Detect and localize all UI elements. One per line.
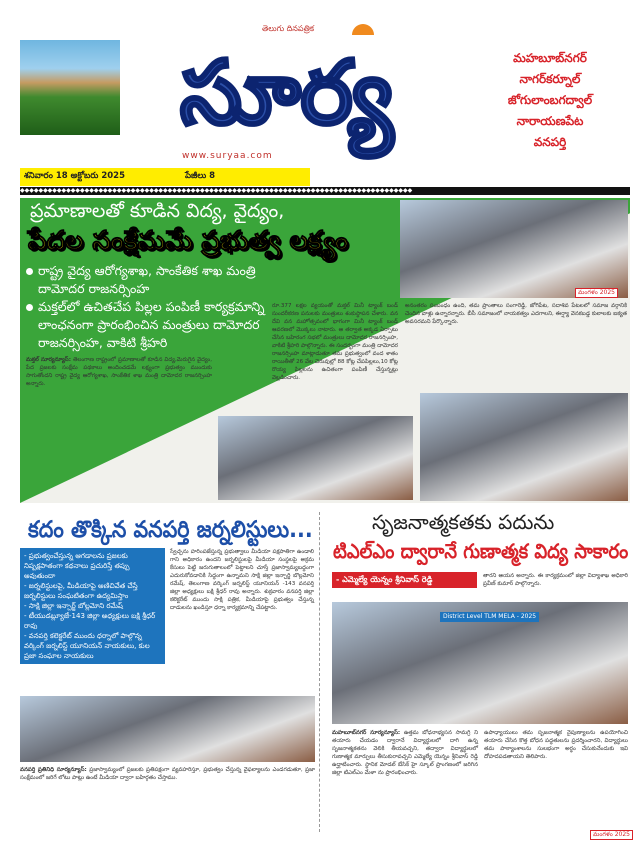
- page-count: పేజీలు 8: [184, 171, 216, 181]
- lead-bullets: [26, 262, 266, 352]
- journalists-highlights: [20, 548, 165, 664]
- lead-photo-fish-distribution: [420, 393, 628, 501]
- highlight-item: - జర్నలిస్టులపై, మీడియాపై అణిచివేత చేస్తే జర్నలిస్టులు సంఘటితంగా ఉద్యమిస్తాం: [24, 582, 138, 600]
- highlight-item: - ప్రభుత్వంచేస్తున్న ఆగడాలను ప్రజలకు నిష్పక్షపాతంగా కథనాలు ప్రచురిస్తే తప్పు అవుతుందా: [24, 552, 130, 580]
- date-bar: [20, 168, 310, 186]
- district: వనపర్తి: [533, 135, 567, 149]
- tlm-banner: District Level TLM MELA - 2025: [440, 612, 539, 622]
- highlight-item: - వనపర్తి కలెక్టరేట్ ముందు ధర్నాలో పాల్గొన్న వర్కింగ్ జర్నలిస్ట్ యూనియన్ నాయకులు, కుల ప్రజా సంఘాల నాయకులు: [24, 632, 150, 660]
- district-list: [485, 48, 615, 153]
- tlm-body-top: తారని ఆయన అన్నారు. ఈ కార్యక్రమంలో జిల్లా విద్యాశాఖ అధికారి ప్రవీణ్ కుమార్ పాల్గొన్నారు.: [483, 573, 628, 587]
- lead-photo-inauguration: [218, 416, 413, 500]
- journalists-body-2: ప్రజాస్వామ్యంలో ప్రజలకు ప్రతిపక్షంగా వ్యవహరిస్తూ, ప్రభుత్వం చేస్తున్న వైఫల్యాలను ఎండగడుతూ, ప్రజా సంక్షేమంలో జరిగే లోటు పాట్లు ఉంటే మీడియా ద్వారా బహిర్గతం చేస్తాము.: [20, 767, 315, 781]
- column-divider: [319, 512, 320, 832]
- lead-body-left: తెలంగాణ రాష్ట్రంలో ప్రమాణాలతో కూడిన విద్య,మెరుగైన వైద్యం, పేద ప్రజలకు సంక్షేమ పథకాలు అందించడమే లక్ష్యంగా ప్రభుత్వం ముందుకు సాగుతోందని రాష్ట్ర వైద్య ఆరోగ్యశాఖ, సాంకేతిక శాఖ మంత్రి దామోదర రాజనర్సింహ అన్నారు.: [26, 357, 213, 387]
- sun-icon: [352, 24, 374, 35]
- lead-headline: పేదల సంక్షేమమే ప్రభుత్వ లక్ష్యం: [28, 226, 349, 256]
- masthead-fort-photo: [20, 40, 120, 135]
- tlm-dateline: మహబూబ్‌నగర్ సూర్యన్యూస్:: [332, 730, 401, 736]
- lead-dateline: మక్తల్ సూర్యన్యూస్:: [26, 357, 71, 363]
- badge: మంగళం 2025: [590, 830, 633, 840]
- tlm-headline: టిఎల్ఎం ద్వారానే గుణాత్మక విద్య సాకారం: [333, 539, 629, 563]
- lead-body-right: రూ.377 లక్షల వ్యయంతో మక్తల్ మినీ ట్యాంక్ బండ్ సుందరీకరణ పనులకు మంత్రులు శంకుస్థాపన చేశారు. వన దేవి వన మహోత్సవంలో భాగంగా మినీ ట్యాంక్ బండ్ ఆవరణలో మొక్కలు నాటారు. ఆ తర్వాత అక్కడ ఏర్పాటు చేసిన బహిరంగ సభలో మంత్రులు దామోదర రాజనర్సింహ, వాకిటి శ్రీహరి పాల్గొన్నారు. ఈ సందర్భంగా మంత్రి దామోదర రాజనర్సింహ మాట్లాడుతూ తమ ప్రభుత్వంలో వంద శాతం రాయితీతో 26 వేల చెరువుల్లో 88 కోట్ల చేపపిల్లలు,10 కోట్ల రొయ్య పిల్లలను ఉచితంగా పంపిణీ చేస్తున్నట్లు వెల్లడించారు.: [272, 303, 398, 381]
- tlm-byline-text: - ఎమ్మెల్యే యెన్నం శ్రీనివాస్ రెడ్డి: [336, 575, 433, 584]
- tlm-text-block: [332, 729, 478, 777]
- issue-date: శనివారం 18 అక్టోబరు 2025: [24, 171, 125, 181]
- district: మహబూబ్‌నగర్: [513, 51, 587, 65]
- tlm-body-2: ఉపాధ్యాయులు తమ సృజనాత్మక నైపుణ్యాలను ఉపయోగించి తయారు చేసిన కొత్త బోధన పద్ధతులను ప్రదర్శించారని, విద్యార్థులు తమ పాఠ్యాంశాలను సులభంగా అర్థం చేసుకునేందుకు ఇవి దోహదపడతాయని తెలిపారు.: [484, 730, 628, 760]
- tlm-byline-tag: [332, 572, 477, 588]
- highlight-item: - టీయుడబ్ల్యూజే-143 జిల్లా అధ్యక్షులు బక్షి శ్రీధర్ రావు: [24, 612, 156, 630]
- lead-photo-speech: [400, 200, 628, 298]
- highlight-item: - సాక్షి జిల్లా ఇన్చార్జ్ బోల్లమోని రమేష్: [24, 602, 123, 610]
- tlm-kicker: సృజనాత్మకతకు పదును: [372, 510, 555, 534]
- district: నాగర్‌కర్నూల్: [519, 72, 581, 86]
- bullet-item: రాష్ట్ర వైద్య ఆరోగ్యశాఖ, సాంకేతిక శాఖ మంత్రి దామోదర రాజనర్సింహ: [26, 262, 266, 298]
- lead-kicker: ప్రమాణాలతో కూడిన విద్య, వైద్యం,: [30, 200, 285, 222]
- newspaper-logo: సూర్య: [180, 41, 394, 144]
- journalists-body: స్వేచ్ఛను హరింపజేస్తున్న ప్రభుత్వాలు మీడియా పక్షపాతిగా ఉండాలి గాని అధికారం ఉందని జర్నలిస్టులపై మీడియా సంస్థలపై అక్రమ కేసులు పెట్టి జరుగుతాలంలో పెట్టాలని చూస్తే ప్రజాస్వామ్యబద్ధంగా ఎదురుకోవడానికి సిద్ధంగా ఉన్నామని సాక్షి జిల్లా ఇన్చార్జి బొల్లమోని రమేష్, తెలంగాణ వర్కింగ్ జర్నలిస్ట్ యూనియన్ -143 వనపర్తి జిల్లా అధ్యక్షులు బక్షి శ్రీధర్ రావు అన్నారు. శుక్రవారం వనపర్తి జిల్లా కలెక్టరేట్ ముందు సాక్షి పత్రిక, మీడియాపై ప్రభుత్వం చేస్తున్న దాడులను ఖండిస్తూ ధర్నా కార్యక్రమాన్ని చేపట్టారు.: [170, 549, 314, 611]
- district: జోగులాంబగద్వాల్: [507, 93, 593, 107]
- logo-tagline: తెలుగు దినపత్రిక: [262, 24, 315, 33]
- journalists-text-block: [20, 766, 315, 782]
- lead-left-column: [26, 262, 266, 388]
- bullet-item: మక్తల్‌లో ఉచితచేప పిల్లల పంపిణీ కార్యక్రమాన్ని లాంఛనంగా ప్రారంభించిన మంత్రులు దామోదర రాజనర్సింహ, వాకిటి శ్రీహరి: [26, 298, 266, 352]
- website-url[interactable]: www.suryaa.com: [182, 151, 273, 161]
- district: నారాయణపేట: [516, 114, 584, 128]
- journalists-protest-photo: [20, 696, 315, 762]
- journalists-dateline: వనపర్తి ప్రతినిధి సూర్యన్యూస్:: [20, 767, 87, 773]
- journalists-headline: కదం తొక్కిన వనపర్తి జర్నలిస్టులు...: [28, 517, 313, 543]
- lead-body-far-right: అనంతరం సంబంధం ఉంది, తమ ప్రాంతాలు సంగారెడ్డి, జోగిపేట, సదాశివ పేటలలో సమాజ వర్గానికి చెందిన వాళ్లు ఉన్నారన్నారు. బీసీ సమాజంలో నాయకత్వం ఎదగాలని, ఈర్ష్యా వెనకబడ్డ కులాలకు ఐక్యత అవసరమని పేర్కొన్నారు.: [405, 303, 627, 325]
- divider: ◆◆◆◆◆◆◆◆◆◆◆◆◆◆◆◆◆◆◆◆◆◆◆◆◆◆◆◆◆◆◆◆◆◆◆◆◆◆◆◆◆◆◆◆◆◆◆◆◆◆◆◆◆◆◆◆◆◆◆◆◆◆◆◆◆◆◆◆◆◆◆◆◆◆◆◆◆◆◆◆◆◆◆◆◆: [20, 187, 630, 195]
- badge: మంగళం 2025: [575, 288, 618, 298]
- tlm-body: ఉత్తమ బోధనాభ్యసన సామగ్రి ని తయారు చేయడం ద్వారానే విద్యార్థులలో దాగి ఉన్న సృజనాత్మకతను వెలికి తీయవచ్చని, తద్వారా విద్యార్థులలో గుణాత్మక మార్పులు తీసుకురావచ్చని ఎమ్మెల్యే యెన్నం శ్రీనివాస్ రెడ్డి ఉద్ఘాటించారు. స్థానిక మోడల్ బేసిక్ హై స్కూల్ ప్రాంగణంలో జరిగిన జిల్లా టిఎల్ఎం మేళా ను ప్రారంభించారు.: [332, 730, 478, 776]
